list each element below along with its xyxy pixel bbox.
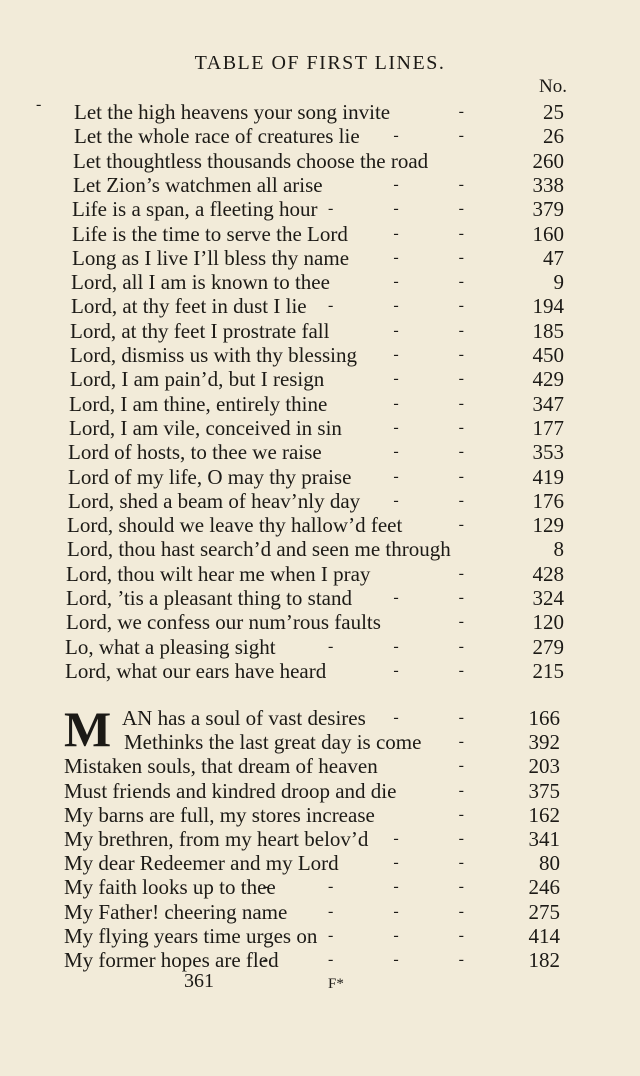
table-row <box>70 319 640 343</box>
hymn-number: 275 <box>528 899 560 924</box>
hymn-number: 160 <box>532 221 564 246</box>
hymn-number: 8 <box>553 537 564 562</box>
leader-dashes: - - - - <box>262 951 492 968</box>
table-row <box>72 222 640 246</box>
hymn-number: 347 <box>532 391 564 416</box>
first-line-text: Lord, dismiss us with thy blessing <box>70 343 358 367</box>
first-line-text: Lord, should we leave thy hallow’d feet <box>67 513 403 538</box>
first-line-text: Lord, I am pain’d, but I resign <box>70 367 325 392</box>
first-line-text: My former hopes are fled <box>64 948 279 972</box>
table-row <box>73 149 640 173</box>
table-row <box>67 513 640 537</box>
table-row <box>69 392 640 416</box>
first-line-text: Lord, ’tis a pleasant thing to stand <box>66 586 352 610</box>
leader-dashes: - - <box>393 273 492 291</box>
table-row <box>66 610 640 634</box>
first-line-text: My flying years time urges on <box>64 923 318 948</box>
first-line-text: My barns are full, my stores increase <box>64 802 375 827</box>
table-row <box>70 343 640 367</box>
hymn-number: 375 <box>528 778 560 803</box>
table-row <box>65 635 640 659</box>
leader-dashes: - - - <box>328 926 492 944</box>
hymn-number: 414 <box>528 923 560 948</box>
leader-dashes: - - - <box>328 200 492 218</box>
hymn-number: 162 <box>528 802 560 827</box>
table-row <box>66 586 640 610</box>
hymn-number: 185 <box>532 318 564 343</box>
leader-dashes: - - - <box>328 637 492 655</box>
leader-dashes: - - <box>393 467 492 485</box>
leader-dashes: - - <box>393 224 492 242</box>
hymn-number: 25 <box>543 100 564 124</box>
hymn-number: 9 <box>553 270 564 295</box>
first-line-text: Lord, we confess our num’rous faults <box>66 610 381 635</box>
first-line-text: Let Zion’s watchmen all arise <box>73 172 323 197</box>
leader-dashes: - <box>458 516 492 534</box>
hymn-number: 429 <box>532 367 564 392</box>
hymn-number: 166 <box>528 706 560 730</box>
first-line-text: Lord, what our ears have heard <box>65 658 327 683</box>
leader-dashes: - - <box>393 175 492 193</box>
hymn-number: 341 <box>528 827 560 851</box>
hymn-number: 129 <box>532 513 564 538</box>
hymn-number: 338 <box>532 172 564 197</box>
first-line-text: Lord of my life, O may thy praise <box>68 464 352 489</box>
hymn-number: 120 <box>532 610 564 635</box>
leader-dashes: - - <box>393 127 492 145</box>
hymn-number: 279 <box>532 634 564 659</box>
first-line-text: Let the high heavens your song invite <box>74 100 391 124</box>
margin-mark: - <box>36 96 42 113</box>
leader-dashes: - - - <box>328 297 492 315</box>
hymn-number: 246 <box>528 875 560 900</box>
table-row <box>64 803 640 827</box>
first-line-text: Lord, I am vile, conceived in sin <box>69 415 342 440</box>
first-line-text: Life is a span, a fleeting hour <box>72 197 318 222</box>
table-row <box>64 851 640 875</box>
number-column-header: No. <box>539 76 567 97</box>
first-line-text: Must friends and kindred droop and die <box>64 778 397 803</box>
hymn-number: 194 <box>532 294 564 319</box>
leader-dashes: - - <box>393 661 492 679</box>
table-row <box>64 900 640 924</box>
table-row <box>68 440 640 464</box>
first-line-text: Methinks the last great day is come <box>124 730 422 755</box>
leader-dashes: - - <box>393 418 492 436</box>
leader-dashes: - - <box>393 830 492 847</box>
table-row <box>73 173 640 197</box>
leader-dashes: - <box>458 781 492 799</box>
table-row <box>74 100 640 124</box>
first-line-text: Life is the time to serve the Lord <box>72 221 348 246</box>
first-line-text: My faith looks up to thee <box>64 875 276 900</box>
table-row <box>64 754 640 778</box>
table-row <box>64 779 640 803</box>
table-row <box>74 124 640 148</box>
drop-capital: M <box>64 701 112 757</box>
leader-dashes: - <box>458 564 492 582</box>
first-line-text: Lord, all I am is known to thee <box>71 270 330 295</box>
table-row <box>64 827 640 851</box>
table-row <box>64 875 640 899</box>
table-row <box>72 246 640 270</box>
leader-dashes: - - <box>393 443 492 461</box>
table-row <box>68 489 640 513</box>
hymn-number: 353 <box>532 440 564 465</box>
leader-dashes: - - <box>393 394 492 412</box>
first-line-text: Lord, thou wilt hear me when I pray <box>66 561 371 586</box>
hymn-number: 26 <box>543 124 564 149</box>
table-row <box>65 659 640 683</box>
page-title: TABLE OF FIRST LINES. <box>194 52 446 74</box>
table-row <box>66 562 640 586</box>
first-line-text: My Father! cheering name <box>64 899 288 924</box>
table-row <box>69 416 640 440</box>
first-line-text: Lord, I am thine, entirely thine <box>69 391 328 416</box>
hymn-number: 182 <box>528 948 560 972</box>
printer-signature-mark: F* <box>328 976 344 992</box>
table-row <box>64 924 640 948</box>
hymn-number: 203 <box>528 754 560 779</box>
leader-dashes: - - <box>393 854 492 872</box>
table-row <box>67 537 640 561</box>
hymn-number: 379 <box>532 197 564 222</box>
table-row <box>71 294 640 318</box>
leader-dashes: - - - - <box>262 878 492 896</box>
table-row <box>122 706 640 730</box>
first-line-text: My dear Redeemer and my Lord <box>64 851 339 876</box>
table-row <box>68 465 640 489</box>
hymn-number: 176 <box>532 488 564 513</box>
hymn-number: 428 <box>532 561 564 586</box>
leader-dashes: - - - <box>328 902 492 920</box>
hymn-number: 80 <box>539 851 560 876</box>
hymn-number: 260 <box>532 148 564 173</box>
leader-dashes: - <box>458 613 492 631</box>
hymn-number: 392 <box>528 730 560 755</box>
leader-dashes: - - <box>393 321 492 339</box>
hymn-number: 47 <box>543 245 564 270</box>
hymn-number: 450 <box>532 343 564 367</box>
first-line-text: Lord, shed a beam of heav’nly day <box>68 488 361 513</box>
first-line-text: Lord of hosts, to thee we raise <box>68 440 322 465</box>
leader-dashes: - - <box>393 491 492 509</box>
hymn-number: 324 <box>532 586 564 610</box>
first-line-text: AN has a soul of vast desires <box>122 706 366 730</box>
table-row <box>72 197 640 221</box>
leader-dashes: - - <box>393 370 492 388</box>
leader-dashes: - <box>458 733 492 751</box>
table-row <box>64 948 640 972</box>
first-line-text: Lord, at thy feet in dust I lie <box>71 294 307 319</box>
first-line-text: Long as I live I’ll bless thy name <box>72 245 350 270</box>
first-line-text: My brethren, from my heart belov’d <box>64 827 369 851</box>
first-line-text: Let thoughtless thousands choose the road <box>73 148 429 173</box>
table-row <box>71 270 640 294</box>
leader-dashes: - - <box>393 589 492 606</box>
page-number: 361 <box>184 970 214 992</box>
first-line-text: Lord, at thy feet I prostrate fall <box>70 318 330 343</box>
table-row <box>124 730 640 754</box>
leader-dashes: - <box>458 103 492 120</box>
leader-dashes: - <box>458 805 492 823</box>
leader-dashes: - <box>458 757 492 775</box>
hymn-number: 215 <box>532 658 564 683</box>
first-line-text: Lo, what a pleasing sight <box>65 634 276 659</box>
hymn-number: 419 <box>532 464 564 489</box>
first-line-text: Let the whole race of creatures lie <box>74 124 360 149</box>
leader-dashes: - - <box>393 346 492 363</box>
table-row <box>70 367 640 391</box>
first-line-text: Mistaken souls, that dream of heaven <box>64 754 378 779</box>
leader-dashes: - - <box>393 709 492 726</box>
hymn-number: 177 <box>532 415 564 440</box>
first-line-text: Lord, thou hast search’d and seen me through <box>67 537 451 562</box>
leader-dashes: - - <box>393 248 492 266</box>
